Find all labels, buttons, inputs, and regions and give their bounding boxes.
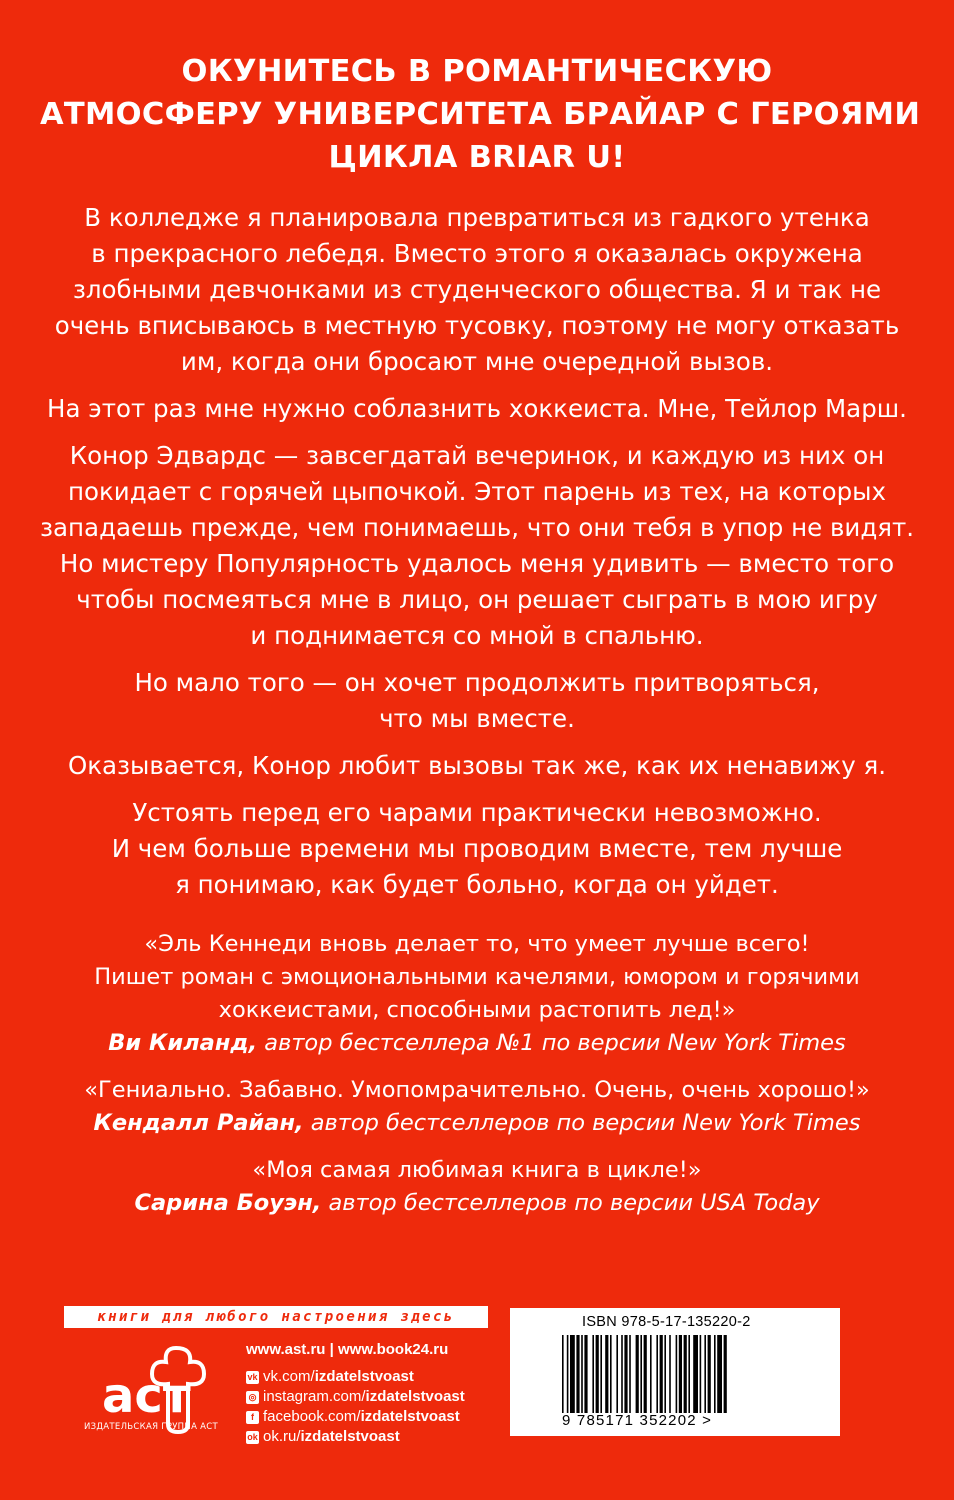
review-quote bbox=[40, 928, 914, 1060]
quote-author: Ви Киланд, bbox=[108, 1030, 258, 1056]
barcode-bar bbox=[596, 1335, 599, 1413]
description-line: На этот раз мне нужно соблазнить хоккеиста. Мне, Тейлор Марш. bbox=[47, 394, 907, 423]
barcode-bar bbox=[717, 1335, 722, 1413]
social-link-vk[interactable] bbox=[246, 1367, 465, 1387]
website-links[interactable]: www.ast.ru | www.book24.ru bbox=[246, 1341, 449, 1358]
quote-attribution bbox=[40, 1187, 914, 1220]
quote-credit: автор бестселлеров по версии New York Times bbox=[303, 1110, 861, 1136]
description-line: в прекрасного лебедя. Вместо этого я оказалась окружена bbox=[91, 239, 863, 268]
social-handle: izdatelstvoast bbox=[314, 1368, 414, 1385]
quote-line: хоккеистами, способными растопить лед!» bbox=[218, 997, 736, 1023]
description-line: и поднимается со мной в спальню. bbox=[250, 621, 704, 650]
barcode-bar bbox=[660, 1335, 663, 1413]
headline-line: ЦИКЛА BRIAR U! bbox=[328, 140, 626, 175]
description-line: им, когда они бросают мне очередной вызов. bbox=[180, 347, 774, 376]
isbn-barcode-box bbox=[510, 1308, 840, 1436]
quote-line: «Гениально. Забавно. Умопомрачительно. Очень, очень хорошо!» bbox=[84, 1077, 870, 1103]
social-handle: izdatelstvoast bbox=[300, 1428, 400, 1445]
social-link-ok[interactable] bbox=[246, 1427, 465, 1447]
review-quote bbox=[40, 1154, 914, 1220]
facebook-icon: f bbox=[246, 1411, 259, 1424]
barcode-bar bbox=[610, 1335, 612, 1413]
barcode-bar bbox=[581, 1335, 583, 1413]
barcode-bar bbox=[576, 1335, 579, 1413]
book-description bbox=[40, 200, 914, 914]
headline-line: ОКУНИТЕСЬ В РОМАНТИЧЕСКУЮ bbox=[181, 54, 773, 89]
barcode-bar bbox=[636, 1335, 639, 1413]
barcode-bar bbox=[708, 1335, 711, 1413]
headline bbox=[40, 50, 921, 179]
quote-attribution bbox=[40, 1027, 914, 1060]
barcode-bar bbox=[693, 1335, 698, 1413]
barcode-bar bbox=[724, 1335, 727, 1413]
barcode-bar bbox=[714, 1335, 716, 1413]
description-paragraph bbox=[40, 438, 914, 654]
social-handle: izdatelstvoast bbox=[365, 1388, 465, 1405]
review-quote bbox=[40, 1074, 914, 1140]
barcode-bar bbox=[605, 1335, 608, 1413]
quote-attribution bbox=[40, 1107, 914, 1140]
barcode-bar bbox=[644, 1335, 647, 1413]
quote-line: «Моя самая любимая книга в цикле!» bbox=[252, 1157, 702, 1183]
quote-author: Кендалл Райан, bbox=[93, 1110, 304, 1136]
barcode-bar bbox=[567, 1335, 569, 1413]
description-paragraph bbox=[40, 748, 914, 784]
barcode-bar bbox=[669, 1335, 671, 1413]
social-link-facebook[interactable] bbox=[246, 1407, 465, 1427]
quote-credit: автор бестселлеров по версии USA Today bbox=[321, 1190, 820, 1216]
social-prefix: instagram.com/ bbox=[263, 1388, 366, 1405]
headline-line: АТМОСФЕРУ УНИВЕРСИТЕТА БРАЙАР С ГЕРОЯМИ bbox=[40, 97, 921, 132]
barcode-bar bbox=[621, 1335, 623, 1413]
social-prefix: vk.com/ bbox=[263, 1368, 315, 1385]
barcode-bar bbox=[624, 1335, 627, 1413]
description-line: Но мистеру Популярность удалось меня удивить — вместо того bbox=[59, 549, 895, 578]
description-paragraph bbox=[40, 665, 914, 737]
quote-line: Пишет роман с эмоциональными качелями, юмором и горячими bbox=[94, 964, 860, 990]
instagram-icon: ◎ bbox=[246, 1391, 259, 1404]
barcode-bar bbox=[600, 1335, 602, 1413]
barcode-bar bbox=[688, 1335, 690, 1413]
barcode-bar bbox=[570, 1335, 575, 1413]
description-line: что мы вместе. bbox=[379, 704, 575, 733]
logo-caption: ИЗДАТЕЛЬСКАЯ ГРУППА АСТ bbox=[83, 1422, 219, 1432]
barcode-bar bbox=[640, 1335, 642, 1413]
description-line: Конор Эдвардс — завсегдатай вечеринок, и каждую из них он bbox=[69, 441, 885, 470]
barcode-bar bbox=[679, 1335, 682, 1413]
description-paragraph bbox=[40, 200, 914, 380]
description-paragraph bbox=[40, 391, 914, 427]
description-line: Оказывается, Конор любит вызовы так же, как их ненавижу я. bbox=[67, 751, 887, 780]
description-line: очень вписываюсь в местную тусовку, поэтому не могу отказать bbox=[54, 311, 900, 340]
social-prefix: facebook.com/ bbox=[263, 1408, 361, 1425]
barcode-bar bbox=[650, 1335, 652, 1413]
description-line: я понимаю, как будет больно, когда он уйдет. bbox=[175, 870, 779, 899]
logo-text: аст bbox=[102, 1368, 191, 1424]
isbn-text: ISBN 978-5-17-135220-2 bbox=[582, 1314, 751, 1330]
barcode-bar bbox=[616, 1335, 618, 1413]
quote-author: Сарина Боуэн, bbox=[134, 1190, 322, 1216]
barcode bbox=[562, 1335, 776, 1413]
description-line: И чем больше времени мы проводим вместе, тем лучше bbox=[111, 834, 843, 863]
description-line: западаешь прежде, чем понимаешь, что они тебя в упор не видят. bbox=[40, 513, 915, 542]
barcode-bar bbox=[704, 1335, 706, 1413]
quote-credit: автор бестселлера №1 по версии New York Times bbox=[257, 1030, 846, 1056]
publisher-slogan: книги для любого настроения здесь bbox=[64, 1306, 488, 1328]
barcode-digits: 9 785171 352202 > bbox=[562, 1412, 713, 1429]
quote-line: «Эль Кеннеди вновь делает то, что умеет лучше всего! bbox=[144, 931, 810, 957]
barcode-bar bbox=[664, 1335, 666, 1413]
ok-icon: ok bbox=[247, 1431, 258, 1442]
review-quotes bbox=[40, 928, 914, 1234]
social-link-instagram[interactable] bbox=[246, 1387, 465, 1407]
barcode-bar bbox=[676, 1335, 678, 1413]
description-line: Устоять перед его чарами практически невозможно. bbox=[132, 798, 822, 827]
barcode-bar bbox=[700, 1335, 702, 1413]
barcode-bar bbox=[592, 1335, 594, 1413]
publisher-links bbox=[246, 1341, 465, 1447]
barcode-bar bbox=[684, 1335, 687, 1413]
description-line: злобными девчонками из студенческого общества. Я и так не bbox=[72, 275, 882, 304]
vk-icon: vk bbox=[247, 1371, 258, 1382]
barcode-bar bbox=[656, 1335, 658, 1413]
social-prefix: ok.ru/ bbox=[263, 1428, 301, 1445]
description-line: чтобы посмеяться мне в лицо, он решает сыграть в мою игру bbox=[76, 585, 878, 614]
barcode-bar bbox=[584, 1335, 587, 1413]
barcode-bar bbox=[562, 1335, 564, 1413]
description-line: покидает с горячей цыпочкой. Этот парень из тех, на которых bbox=[67, 477, 887, 506]
description-line: В колледже я планировала превратиться из гадкого утенка bbox=[84, 203, 870, 232]
description-paragraph bbox=[40, 795, 914, 903]
barcode-bar bbox=[629, 1335, 631, 1413]
description-line: Но мало того — он хочет продолжить притворяться, bbox=[134, 668, 820, 697]
social-handle: izdatelstvoast bbox=[360, 1408, 460, 1425]
